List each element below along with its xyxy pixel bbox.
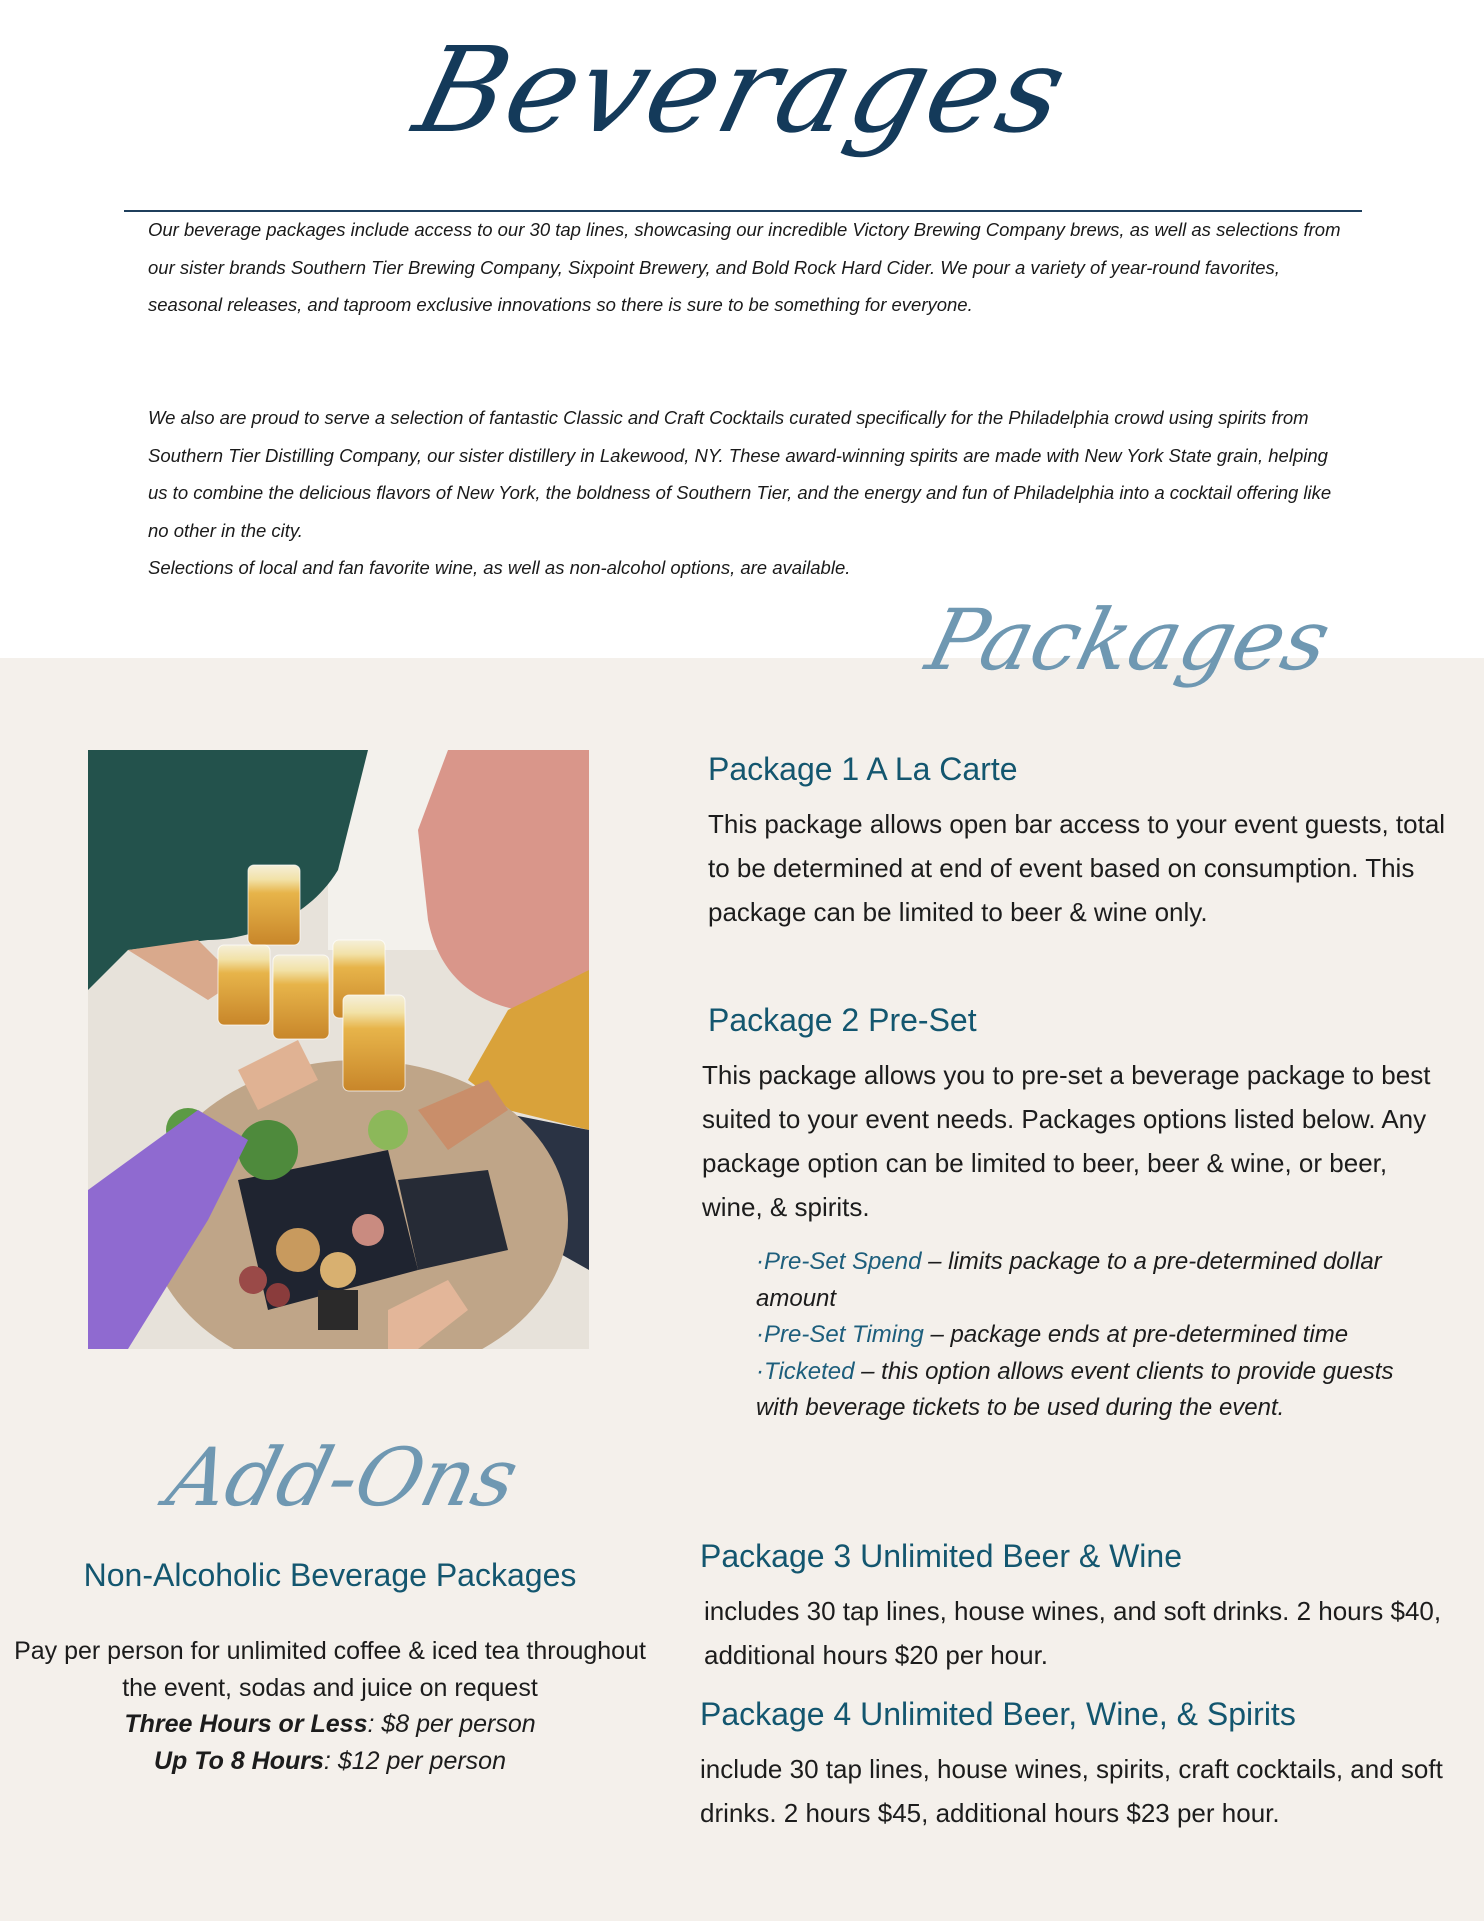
toast-photo <box>88 750 589 1349</box>
package-4-description: include 30 tap lines, house wines, spirits, craft cocktails, and soft drinks. 2 hours $45, additional hours $23 per hour. <box>700 1754 1443 1828</box>
intro-paragraph-beer: Our beverage packages include access to our 30 tap lines, showcasing our incredible Victory Brewing Company brews, as well as selections from our sister brands Southern Tier Brewing Company, Sixpoint Brewery, and Bold Rock Hard Cider. We pour a variety of year-round favorites, seasonal releases, and taproom exclusive innovations so there is sure to be something for everyone. <box>148 219 1341 315</box>
package-2-options-list <box>756 1244 1396 1427</box>
tier-price: : $12 per person <box>323 1746 506 1775</box>
package-3-description: includes 30 tap lines, house wines, and soft drinks. 2 hours $40, additional hours $20 per hour. <box>704 1596 1442 1670</box>
option-name: ·Pre-Set Spend <box>756 1248 922 1275</box>
option-pre-set-spend <box>756 1244 1396 1317</box>
page-title: Beverages <box>403 21 1082 159</box>
option-ticketed <box>756 1354 1396 1427</box>
intro-paragraph-wine: Selections of local and fan favorite wine, as well as non-alcohol options, are available. <box>148 557 851 578</box>
packages-heading: Packages <box>917 591 1340 689</box>
tier-price: : $8 per person <box>367 1710 536 1738</box>
package-4-title: Package 4 Unlimited Beer, Wine, & Spirits <box>700 1696 1296 1732</box>
option-description: – this option allows event clients to provide guests with beverage tickets to be used during the event. <box>756 1357 1394 1421</box>
package-2-description: This package allows you to pre-set a beverage package to best suited to your event needs. Packages options listed below. Any package option can be limited to beer, beer & wine, or beer, wine, & spirits. <box>702 1060 1431 1222</box>
non-alcoholic-description <box>0 1633 660 1779</box>
non-alcoholic-tier-1 <box>0 1706 660 1743</box>
intro-paragraph-cocktails: We also are proud to serve a selection of fantastic Classic and Craft Cocktails curated specifically for the Philadelphia crowd using spirits from Southern Tier Distilling Company, our sister distillery in Lakewood, NY. These award-winning spirits are made with New York State grain, helping us to combine the delicious flavors of New York, the boldness of Southern Tier, and the energy and fun of Philadelphia into a cocktail offering like no other in the city. <box>148 407 1332 541</box>
addons-heading: Add-Ons <box>158 1431 528 1524</box>
tier-label: Up To 8 Hours <box>154 1746 324 1775</box>
tier-label: Three Hours or Less <box>124 1710 368 1738</box>
package-1-description: This package allows open bar access to your event guests, total to be determined at end of event based on consumption. This package can be limited to beer & wine only. <box>708 809 1446 927</box>
non-alcoholic-tier-2 <box>0 1743 660 1780</box>
option-name: ·Ticketed <box>756 1357 855 1385</box>
non-alcoholic-summary: Pay per person for unlimited coffee & iced tea throughout the event, sodas and juice on request <box>14 1637 646 1702</box>
option-description: – limits package to a pre-determined dollar amount <box>756 1248 1382 1312</box>
toast-photo-illustration <box>88 750 589 1349</box>
option-description: – package ends at pre-determined time <box>923 1321 1349 1348</box>
option-name: ·Pre-Set Timing <box>756 1321 924 1348</box>
package-1-title: Package 1 A La Carte <box>708 751 1018 787</box>
package-2-title: Package 2 Pre-Set <box>708 1002 977 1038</box>
package-3-title: Package 3 Unlimited Beer & Wine <box>700 1538 1182 1574</box>
non-alcoholic-title: Non-Alcoholic Beverage Packages <box>83 1557 577 1593</box>
option-pre-set-timing <box>756 1317 1396 1354</box>
